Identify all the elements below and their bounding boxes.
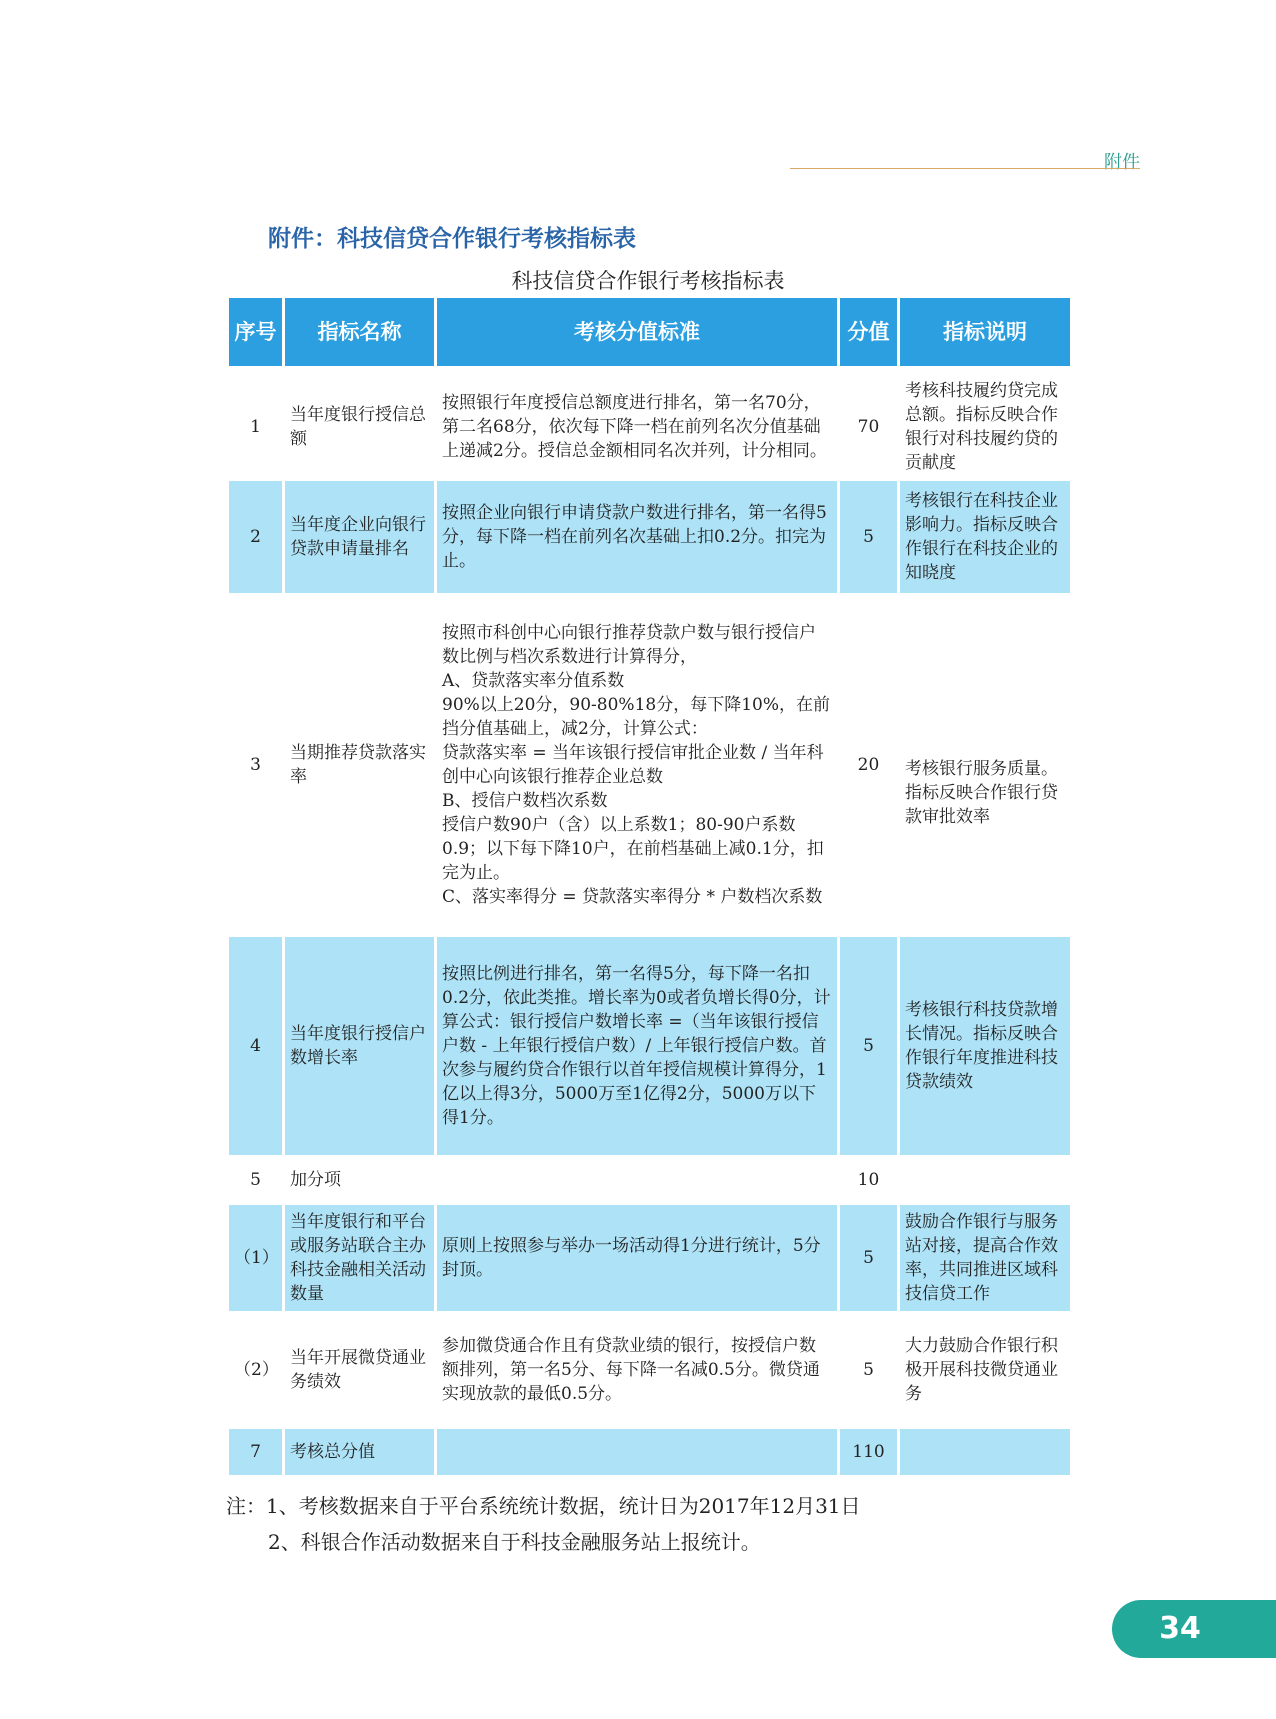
score-value: 20	[839, 593, 899, 937]
section-label: 附件	[1104, 152, 1140, 173]
scoring-criteria: 按照企业向银行申请贷款户数进行排名，第一名得5分，每下降一档在前列名次基础上扣0.2分。扣完为止。	[436, 481, 839, 593]
scoring-criteria	[436, 1429, 839, 1475]
indicator-description	[899, 1429, 1072, 1475]
row-number: （2）	[228, 1311, 284, 1429]
table-row	[228, 1311, 1072, 1429]
footnote-1: 注：1、考核数据来自于平台系统统计数据，统计日为2017年12月31日	[226, 1494, 861, 1518]
indicator-description: 考核银行科技贷款增长情况。指标反映合作银行年度推进科技贷款绩效	[899, 937, 1072, 1155]
score-value: 5	[839, 1205, 899, 1311]
row-number: 3	[228, 593, 284, 937]
score-value: 5	[839, 937, 899, 1155]
criteria-line: 授信户数90户（含）以上系数1；80-90户系数0.9；以下每下降10户，在前档基础上减0.1分，扣完为止。	[442, 815, 824, 883]
indicator-name: 当年开展微贷通业务绩效	[284, 1311, 436, 1429]
indicator-name: 当年度银行授信总额	[284, 369, 436, 481]
table-row	[228, 1155, 1072, 1205]
criteria-line: B、授信户数档次系数	[442, 791, 608, 811]
scoring-criteria	[436, 1155, 839, 1205]
row-number: 7	[228, 1429, 284, 1475]
indicator-name: 当年度银行授信户数增长率	[284, 937, 436, 1155]
table-row	[228, 937, 1072, 1155]
score-value: 5	[839, 1311, 899, 1429]
indicator-name: 当年度企业向银行贷款申请量排名	[284, 481, 436, 593]
score-value: 110	[839, 1429, 899, 1475]
column-header-criteria: 考核分值标准	[436, 298, 839, 369]
column-header-name: 指标名称	[284, 298, 436, 369]
evaluation-table	[226, 298, 1073, 1475]
criteria-line: 90%以上20分，90-80%18分，每下降10%，在前挡分值基础上，减2分，计算公式：	[442, 695, 830, 739]
row-number: 4	[228, 937, 284, 1155]
table-row	[228, 481, 1072, 593]
indicator-description: 鼓励合作银行与服务站对接，提高合作效率，共同推进区域科技信贷工作	[899, 1205, 1072, 1311]
footnote-2: 2、科银合作活动数据来自于科技金融服务站上报统计。	[268, 1530, 761, 1554]
table-row	[228, 369, 1072, 481]
indicator-description: 考核科技履约贷完成总额。指标反映合作银行对科技履约贷的贡献度	[899, 369, 1072, 481]
header-divider	[790, 168, 1140, 169]
table-row	[228, 1205, 1072, 1311]
table-row	[228, 1429, 1072, 1475]
scoring-criteria	[436, 593, 839, 937]
scoring-criteria: 原则上按照参与举办一场活动得1分进行统计，5分封顶。	[436, 1205, 839, 1311]
indicator-description	[899, 1155, 1072, 1205]
row-number: 2	[228, 481, 284, 593]
row-number: 5	[228, 1155, 284, 1205]
criteria-line: 按照市科创中心向银行推荐贷款户数与银行授信户数比例与档次系数进行计算得分，	[442, 623, 816, 667]
scoring-criteria: 按照比例进行排名，第一名得5分，每下降一名扣0.2分，依此类推。增长率为0或者负增长得0分，计算公式：银行授信户数增长率 =（当年该银行授信户数 - 上年银行授信户数）/ 上年银行授信户数。首次参与履约贷合作银行以首年授信规模计算得分，1亿以上得3分，5000万至1亿得2分，5000万以下得1分。	[436, 937, 839, 1155]
column-header-desc: 指标说明	[899, 298, 1072, 369]
row-number: 1	[228, 369, 284, 481]
table-caption: 科技信贷合作银行考核指标表	[511, 269, 785, 293]
column-header-score: 分值	[839, 298, 899, 369]
score-value: 5	[839, 481, 899, 593]
criteria-line: C、落实率得分 = 贷款落实率得分 * 户数档次系数	[442, 887, 823, 907]
row-number: （1）	[228, 1205, 284, 1311]
column-header-no: 序号	[228, 298, 284, 369]
scoring-criteria: 按照银行年度授信总额度进行排名，第一名70分，第二名68分，依次每下降一档在前列名次分值基础上递减2分。授信总金额相同名次并列，计分相同。	[436, 369, 839, 481]
scoring-criteria: 参加微贷通合作且有贷款业绩的银行，按授信户数额排列，第一名5分、每下降一名减0.5分。微贷通实现放款的最低0.5分。	[436, 1311, 839, 1429]
indicator-description: 考核银行服务质量。指标反映合作银行贷款审批效率	[899, 593, 1072, 937]
indicator-name: 当期推荐贷款落实率	[284, 593, 436, 937]
indicator-name: 当年度银行和平台或服务站联合主办科技金融相关活动数量	[284, 1205, 436, 1311]
indicator-description: 大力鼓励合作银行积极开展科技微贷通业务	[899, 1311, 1072, 1429]
indicator-name: 加分项	[284, 1155, 436, 1205]
criteria-line: 贷款落实率 = 当年该银行授信审批企业数 / 当年科创中心向该银行推荐企业总数	[442, 743, 824, 787]
indicator-name: 考核总分值	[284, 1429, 436, 1475]
score-value: 70	[839, 369, 899, 481]
page-number: 34	[1159, 1611, 1201, 1646]
score-value: 10	[839, 1155, 899, 1205]
criteria-line: A、贷款落实率分值系数	[442, 671, 625, 691]
indicator-description: 考核银行在科技企业影响力。指标反映合作银行在科技企业的知晓度	[899, 481, 1072, 593]
table-row	[228, 593, 1072, 937]
document-heading: 附件：科技信贷合作银行考核指标表	[268, 226, 636, 252]
table-header-row	[228, 298, 1072, 369]
footnotes	[226, 1488, 1126, 1560]
